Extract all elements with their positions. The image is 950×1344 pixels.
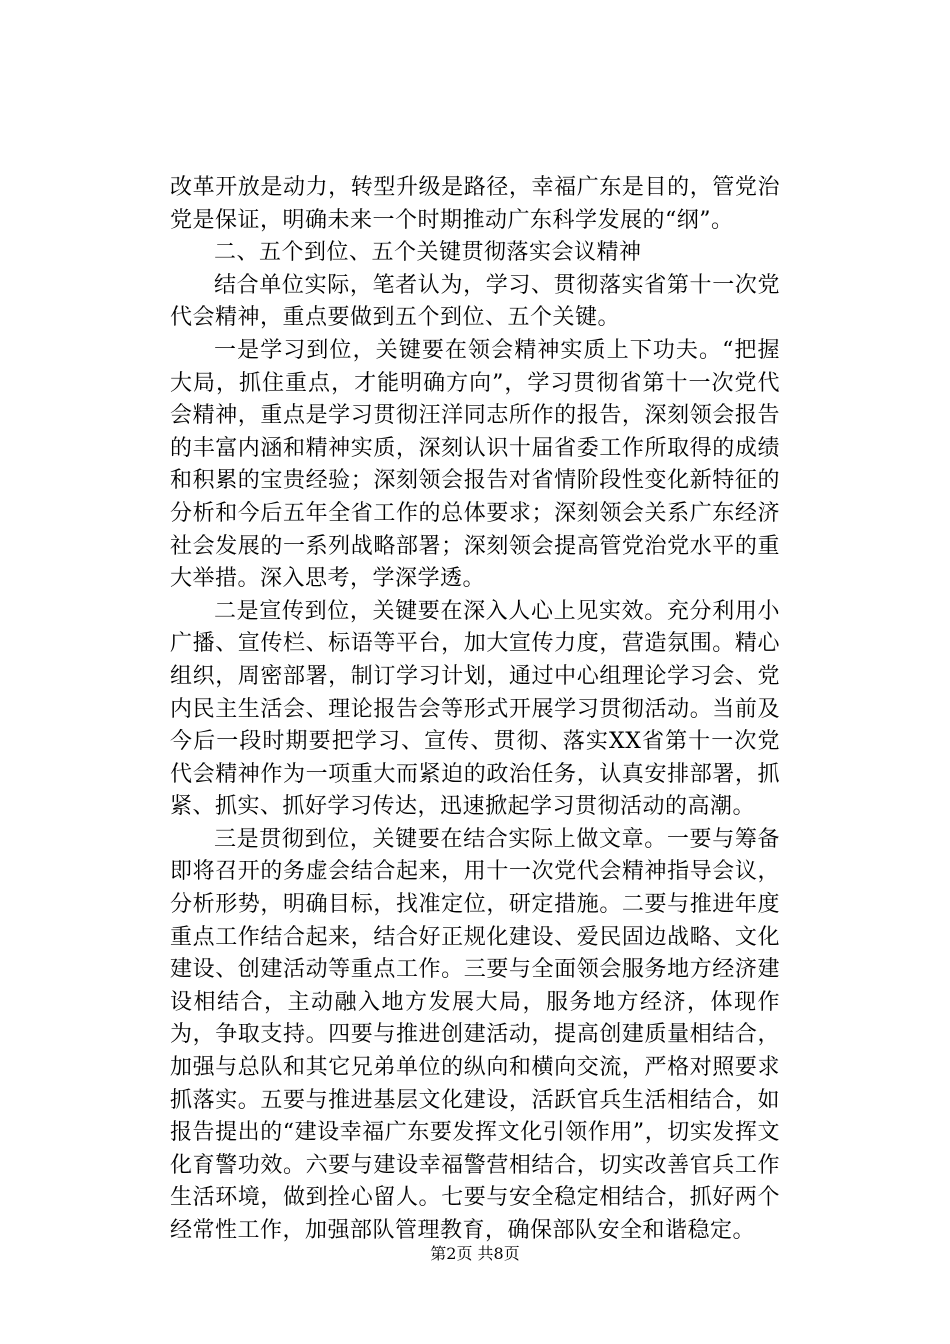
document-body <box>170 172 780 1248</box>
paragraph-implementation: 三是贯彻到位，关键要在结合实际上做文章。一要与筹备即将召开的务虚会结合起来，用十一次党代会精神指导会议，分析形势，明确目标，找准定位，研定措施。二要与推进年度重点工作结合起来，结合好正规化建设、爱民固边战略、文化建设、创建活动等重点工作。三要与全面领会服务地方经济建设相结合，主动融入地方发展大局，服务地方经济，体现作为，争取支持。四要与推进创建活动，提高创建质量相结合，加强与总队和其它兄弟单位的纵向和横向交流，严格对照要求抓落实。五要与推进基层文化建设，活跃官兵生活相结合，如报告提出的“建设幸福广东要发挥文化引领作用”，切实发挥文化育警功效。六要与建设幸福警营相结合，切实改善官兵工作生活环境，做到拴心留人。七要与安全稳定相结合，抓好两个经常性工作，加强部队管理教育，确保部队安全和谐稳定。 <box>170 826 780 1243</box>
page-number-footer: 第2页 共8页 <box>430 1244 520 1263</box>
section-heading: 二、五个到位、五个关键贯彻落实会议精神 <box>214 240 642 266</box>
paragraph-continuation: 改革开放是动力，转型升级是路径，幸福广东是目的，管党治党是保证，明确未来一个时期推动广东科学发展的“纲”。 <box>170 175 780 233</box>
paragraph-intro: 结合单位实际，笔者认为，学习、贯彻落实省第十一次党代会精神，重点要做到五个到位、五个关键。 <box>170 272 780 331</box>
paragraph-publicity: 二是宣传到位，关键要在深入人心上见实效。充分利用小广播、宣传栏、标语等平台，加大宣传力度，营造氛围。精心组织，周密部署，制订学习计划，通过中心组理论学习会、党内民主生活会、理论报告会等形式开展学习贯彻活动。当前及今后一段时期要把学习、宣传、贯彻、落实XX省第十一次党代会精神作为一项重大而紧迫的政治任务，认真安排部署，抓紧、抓实、抓好学习传达，迅速掀起学习贯彻活动的高潮。 <box>170 598 780 820</box>
paragraph-study: 一是学习到位，关键要在领会精神实质上下功夫。“把握大局，抓住重点，才能明确方向”，学习贯彻省第十一次党代会精神，重点是学习贯彻汪洋同志所作的报告，深刻领会报告的丰富内涵和精神实质，深刻认识十届省委工作所取得的成绩和积累的宝贵经验；深刻领会报告对省情阶段性变化新特征的分析和今后五年全省工作的总体要求；深刻领会关系广东经济社会发展的一系列战略部署；深刻领会提高管党治党水平的重大举措。深入思考，学深学透。 <box>170 337 780 592</box>
